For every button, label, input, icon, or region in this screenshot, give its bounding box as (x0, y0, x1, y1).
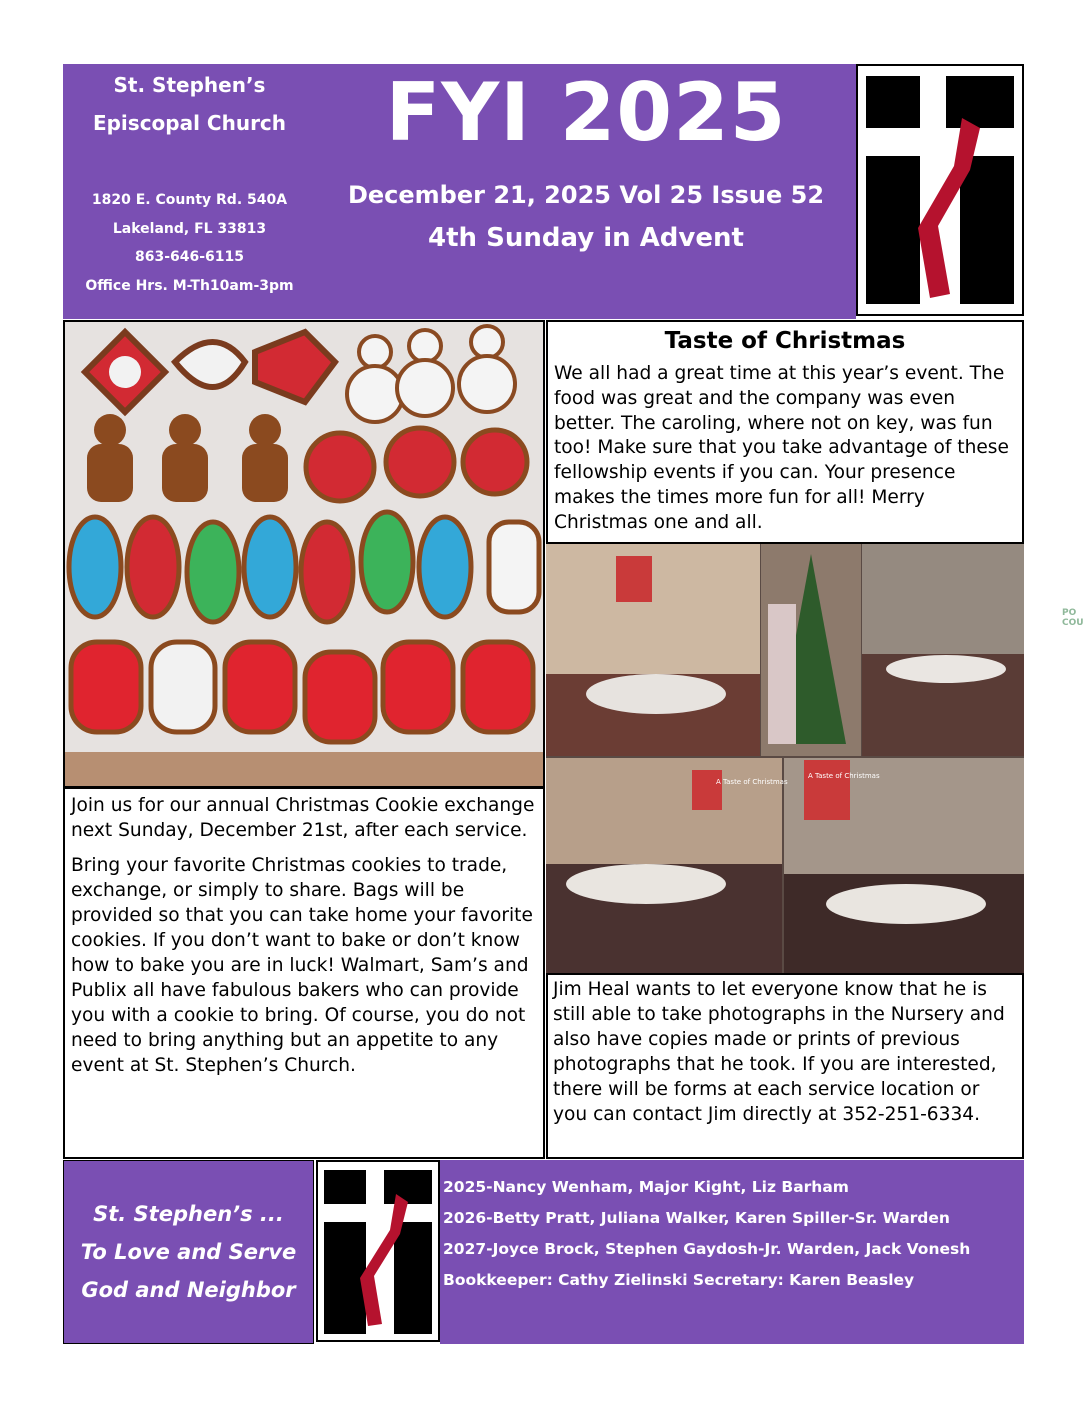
motto-line-2: To Love and Serve (80, 1240, 297, 1264)
snowman-cookies (347, 326, 515, 422)
taste-title: Taste of Christmas (664, 328, 906, 354)
church-name-line1: St. Stephen’s (113, 73, 266, 97)
edge-text-line-1: PO (1062, 608, 1077, 618)
church-info-panel (63, 64, 316, 319)
newsletter-title: FYI 2025 (385, 66, 787, 159)
cookie-para-1: Join us for our annual Christmas Cookie exchange next Sunday, December 21st, after each service. (71, 795, 535, 841)
footer-logo (316, 1160, 440, 1342)
vestry-2026: 2026-Betty Pratt, Juliana Walker, Karen Spiller-Sr. Warden (443, 1209, 950, 1227)
cookie-image (65, 322, 543, 786)
motto-line-3: God and Neighbor (81, 1278, 296, 1302)
cross-logo-icon (858, 66, 1022, 314)
church-phone: 863-646-6115 (134, 249, 245, 265)
liturgical-sunday: 4th Sunday in Advent (428, 223, 744, 253)
vestry-panel (440, 1160, 1024, 1344)
cookie-para-2: Bring your favorite Christmas cookies to trade, exchange, or simply to share. Bags will be provided so that you can take home your favorite cookies. If you don’t want to bake or don’t know how to bake you are in luck! Walmart, Sam’s and Publix all have fabulous bakers who can provide you with a cookie to bring. Of course, you do not need to bring anything but an appetite to any event at St. Stephen’s Church. (71, 855, 533, 1076)
cross-logo-icon (318, 1162, 438, 1340)
church-city: Lakeland, FL 33813 (112, 220, 267, 237)
masthead (316, 64, 856, 319)
church-address: 1820 E. County Rd. 540A (91, 192, 288, 208)
motto-panel (63, 1160, 314, 1344)
photo-sign-1: A Taste of Christmas (716, 778, 788, 786)
edge-text (1062, 608, 1084, 628)
vestry-2025: 2025-Nancy Wenham, Major Kight, Liz Barham (443, 1178, 849, 1196)
cookie-exchange-article (63, 787, 545, 1159)
taste-of-christmas-article (546, 320, 1024, 544)
church-logo (856, 64, 1024, 316)
issue-line: December 21, 2025 Vol 25 Issue 52 (347, 181, 825, 209)
gingerbread-cookies (87, 414, 288, 502)
event-photos (546, 544, 1024, 974)
event-photo-collage (546, 544, 1024, 974)
edge-text-line-2: COU (1062, 618, 1084, 628)
motto-line-1: St. Stephen’s ... (93, 1202, 284, 1226)
church-name-line2: Episcopal Church (92, 111, 287, 135)
photo-sign-2: A Taste of Christmas (808, 772, 880, 780)
staff-line: Bookkeeper: Cathy Zielinski Secretary: Karen Beasley (443, 1271, 915, 1289)
jim-body: Jim Heal wants to let everyone know that he is still able to take photographs in the Nursery and also have copies made or prints of previous photographs that he took. If you are interested, there will be forms at each service location or you can contact Jim directly at 352-251-6334. (553, 979, 1005, 1125)
ball-ornament-cookies (306, 428, 527, 501)
vestry-2027: 2027-Joyce Brock, Stephen Gaydosh-Jr. Warden, Jack Vonesh (443, 1240, 971, 1258)
taste-body: We all had a great time at this year’s event. The food was great and the company was even better. The caroling, where not on key, was fun too! Make sure that you take advantage of these fellowship events if you can. Your presence makes the times more fun for all! Merry Christmas one and all. (554, 363, 1009, 533)
cookie-photo (63, 320, 545, 788)
office-hours: Office Hrs. M-Th10am-3pm (85, 277, 294, 294)
jim-heal-article (546, 973, 1024, 1159)
